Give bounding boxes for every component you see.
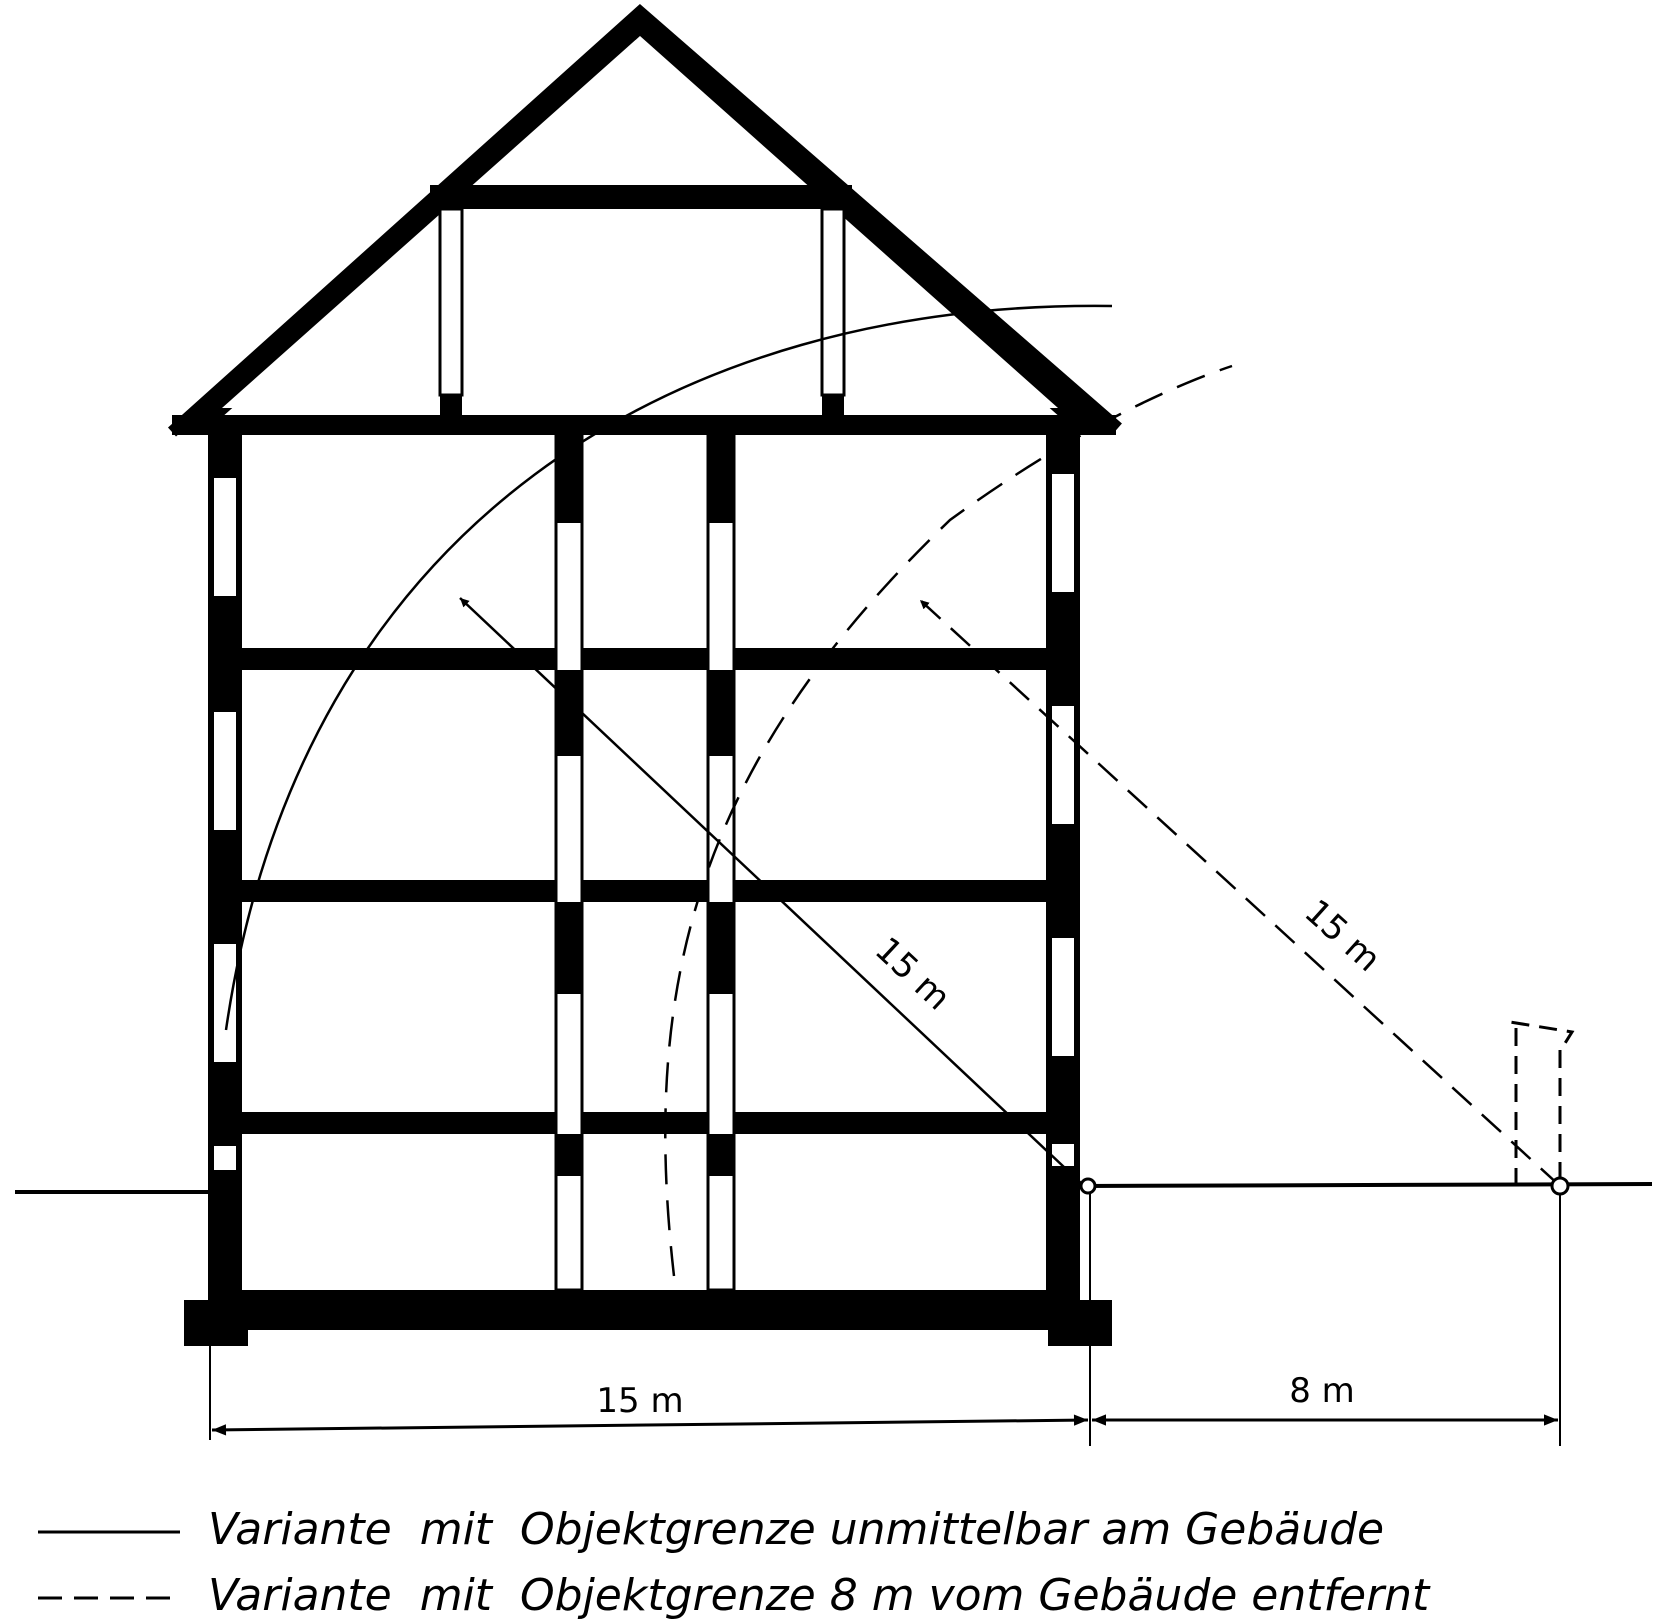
roof [172, 8, 1118, 432]
label-radius-dashed: 15 m [1296, 891, 1389, 980]
base-slab [184, 1300, 1112, 1330]
solid-variant-radius [226, 306, 1112, 1193]
foundation-foot-left [184, 1316, 248, 1346]
legend-dashed-label: Variante mit Objektgrenze 8 m vom Gebäude entfernt [208, 1570, 1430, 1621]
window-opening [214, 478, 236, 596]
window-opening [214, 712, 236, 830]
legend-solid-label: Variante mit Objektgrenze unmittelbar am Gebäude [208, 1504, 1385, 1555]
dashed-variant-radius [665, 366, 1572, 1276]
base-slab-top [240, 1290, 1048, 1302]
window-opening [214, 1146, 236, 1170]
label-boundary-distance: 8 m [1289, 1371, 1355, 1411]
right-outer-wall [1046, 432, 1080, 1330]
attic-post-left-base [440, 395, 462, 417]
floor-slab-2 [240, 880, 1048, 902]
label-radius-solid: 15 m [866, 929, 959, 1019]
window-opening [214, 944, 236, 1062]
attic-post-right-base [822, 395, 844, 417]
floor-slabs [172, 415, 1116, 1330]
dashed-radius-arc [665, 366, 1232, 1276]
roof-inner [222, 36, 1058, 408]
legend [38, 1504, 1431, 1621]
attic-post-right [822, 209, 844, 395]
attic-floor-slab [172, 415, 1116, 435]
collar-beam [430, 185, 852, 209]
solid-boundary-point [1081, 1179, 1095, 1193]
attic-post-left [440, 209, 462, 395]
window-opening [1052, 938, 1074, 1056]
dashed-boundary-post [1510, 1022, 1572, 1186]
dashed-boundary-point [1552, 1178, 1568, 1194]
label-building-width: 15 m [596, 1381, 684, 1421]
window-opening [1052, 474, 1074, 592]
window-opening [1052, 1144, 1074, 1166]
dim-building-width [212, 1420, 1088, 1430]
left-outer-wall [208, 432, 242, 1330]
inner-wall-left [556, 435, 582, 1290]
foundation-foot-right [1048, 1316, 1112, 1346]
floor-slab-1 [240, 1112, 1048, 1134]
